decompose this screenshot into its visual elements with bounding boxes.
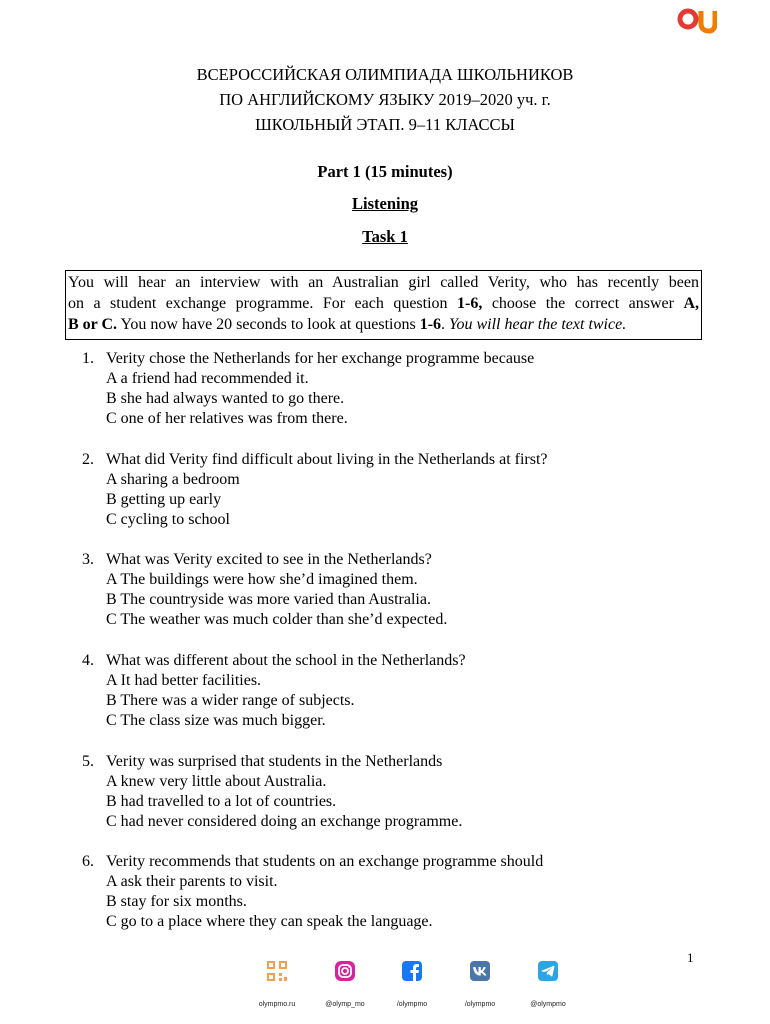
footer-label: /olympmo [396,1001,428,1008]
section-title: Listening [351,194,419,213]
option-a: A ask their parents to visit. [106,873,278,890]
option-c: C cycling to school [106,511,230,528]
instructions-bold: A, [683,295,699,312]
option-b: B stay for six months. [106,893,247,910]
instructions-line-3 [68,314,699,335]
vk-icon [469,960,491,982]
option-a: A a friend had recommended it. [106,370,309,387]
option-b: B had travelled to a lot of countries. [106,793,337,810]
option-b: B she had always wanted to go there. [106,390,345,407]
question-3 [82,550,722,630]
facebook-icon [401,960,423,982]
option-c: C one of her relatives was from there. [106,410,348,427]
question-stem: What was different about the school in the Netherlands? [106,652,466,669]
question-number: 3. [82,551,94,568]
instructions-text: on a student exchange programme. For each question [68,295,458,312]
option-a: A knew very little about Australia. [106,773,327,790]
question-stem: Verity was surprised that students in the Netherlands [106,753,443,770]
question-number: 6. [82,853,94,870]
option-c: C The weather was much colder than she’d expected. [106,611,448,628]
footer-label: olympmo.ru [258,1001,296,1008]
instructions-text: . [441,316,450,333]
option-b: B There was a wider range of subjects. [106,692,355,709]
option-a: A The buildings were how she’d imagined them. [106,571,418,588]
question-stem: What was Verity excited to see in the Netherlands? [106,551,432,568]
question-number: 5. [82,753,94,770]
document-header [0,62,770,137]
header-line-2: ПО АНГЛИЙСКОМУ ЯЗЫКУ 2019–2020 уч. г. [219,90,551,109]
question-stem: What did Verity find difficult about living in the Netherlands at first? [106,451,548,468]
option-c: C The class size was much bigger. [106,712,326,729]
instructions-italic: You will hear the text twice. [449,316,627,333]
footer-label: @olymp_mo [325,1001,365,1008]
question-2 [82,450,722,530]
question-number: 4. [82,652,94,669]
footer-links [0,960,770,1020]
qr-code-icon [266,960,288,982]
instructions-bold: B or C. [68,316,118,333]
option-b: B The countryside was more varied than Australia. [106,591,431,608]
question-number: 2. [82,451,94,468]
option-a: A sharing a bedroom [106,471,240,488]
part-title: Part 1 (15 minutes) [317,162,453,181]
instructions-bold: 1-6 [419,316,442,333]
footer-link-telegram[interactable] [503,960,593,1008]
question-6 [82,852,722,932]
question-1 [82,349,722,429]
task-title: Task 1 [362,227,408,246]
telegram-icon [537,960,559,982]
header-line-3: ШКОЛЬНЫЙ ЭТАП. 9–11 КЛАССЫ [255,115,515,134]
instructions-text: choose the correct answer [482,295,684,312]
option-b: B getting up early [106,491,222,508]
footer-label: /olympmo [464,1001,496,1008]
question-4 [82,651,722,731]
header-line-1: ВСЕРОССИЙСКАЯ ОЛИМПИАДА ШКОЛЬНИКОВ [196,65,574,84]
instructions-line-2 [68,293,699,314]
instagram-icon [334,960,356,982]
instructions-box [65,270,702,340]
question-5 [82,752,722,832]
instructions-text: You now have 20 seconds to look at questions [117,316,420,333]
instructions-line-1: You will hear an interview with an Australian girl called Verity, who has recently been [68,274,699,291]
question-number: 1. [82,350,94,367]
question-stem: Verity chose the Netherlands for her exchange programme because [106,350,535,367]
option-c: C had never considered doing an exchange programme. [106,813,463,830]
footer-label: @olympmo [530,1001,566,1008]
option-a: A It had better facilities. [106,672,262,689]
instructions-bold: 1-6, [457,295,483,312]
question-stem: Verity recommends that students on an exchange programme should [106,853,544,870]
olympiad-logo-icon [677,6,717,36]
option-c: C go to a place where they can speak the language. [106,913,433,930]
page-number: 1 [687,950,694,965]
